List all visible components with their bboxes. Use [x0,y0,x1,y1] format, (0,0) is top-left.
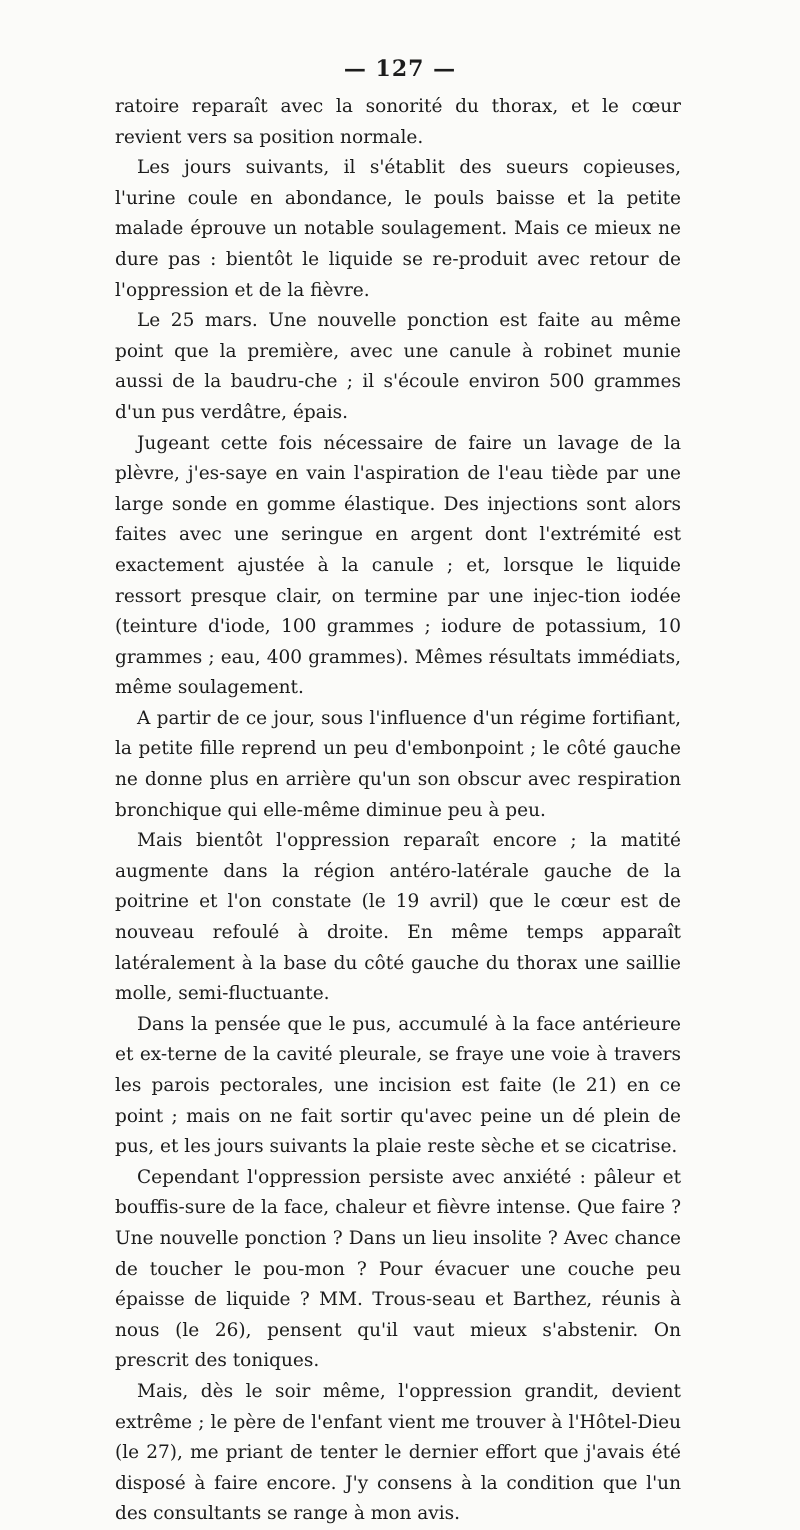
paragraph: Jugeant cette fois nécessaire de faire un lavage de la plèvre, j'es-saye en vain l'aspiration de l'eau tiède par une large sonde en gomme élastique. Des injections sont alors faites avec une seringue en argent dont l'extrémité est exactement ajustée à la canule ; et, lorsque le liquide ressort presque clair, on termine par une injec-tion iodée (teinture d'iode, 100 grammes ; iodure de potassium, 10 grammes ; eau, 400 grammes). Mêmes résultats immédiats, même soulagement. [115,432,681,699]
paragraph: Cependant l'oppression persiste avec anxiété : pâleur et bouffis-sure de la face, chaleur et fièvre intense. Que faire ? Une nouvelle ponction ? Dans un lieu insolite ? Avec chance de toucher le pou-mon ? Pour évacuer une couche peu épaisse de liquide ? MM. Trous-seau et Barthez, réunis à nous (le 26), pensent qu'il vaut mieux s'abstenir. On prescrit des toniques. [115,1166,681,1372]
paragraph-continuation: ratoire reparaît avec la sonorité du thorax, et le cœur revient vers sa position normale. [115,96,681,148]
paragraph: Dans la pensée que le pus, accumulé à la face antérieure et ex-terne de la cavité pleurale, se fraye une voie à travers les parois pectorales, une incision est faite (le 21) en ce point ; mais on ne fait sortir qu'avec peine un dé plein de pus, et les jours suivants la plaie reste sèche et se cicatrise. [115,1013,681,1158]
paragraph: Les jours suivants, il s'établit des sueurs copieuses, l'urine coule en abondance, le pouls baisse et la petite malade éprouve un notable soulagement. Mais ce mieux ne dure pas : bientôt le liquide se re-produit avec retour de l'oppression et de la fièvre. [115,157,681,301]
page-number: — 127 — [343,56,457,82]
paragraph: Le 25 mars. Une nouvelle ponction est faite au même point que la première, avec une canule à robinet munie aussi de la baudru-che ; il s'écoule environ 500 grammes d'un pus verdâtre, épais. [115,310,681,423]
paragraph: Mais, dès le soir même, l'oppression grandit, devient extrême ; le père de l'enfant vient me trouver à l'Hôtel-Dieu (le 27), me priant de tenter le dernier effort que j'avais été disposé à faire encore. J'y consens à la condition que l'un des consultants se range à mon avis. [115,1380,681,1525]
paragraph: A partir de ce jour, sous l'influence d'un régime fortifiant, la petite fille reprend un peu d'embonpoint ; le côté gauche ne donne plus en arrière qu'un son obscur avec respiration bronchique qui elle-même diminue peu à peu. [115,707,681,821]
body-text [115,92,681,1530]
paragraph: Mais bientôt l'oppression reparaît encore ; la matité augmente dans la région antéro-latérale gauche de la poitrine et l'on constate (le 19 avril) que le cœur est de nouveau refoulé à droite. En même temps apparaît latéralement à la base du côté gauche du thorax une saillie molle, semi-fluctuante. [115,830,681,1005]
